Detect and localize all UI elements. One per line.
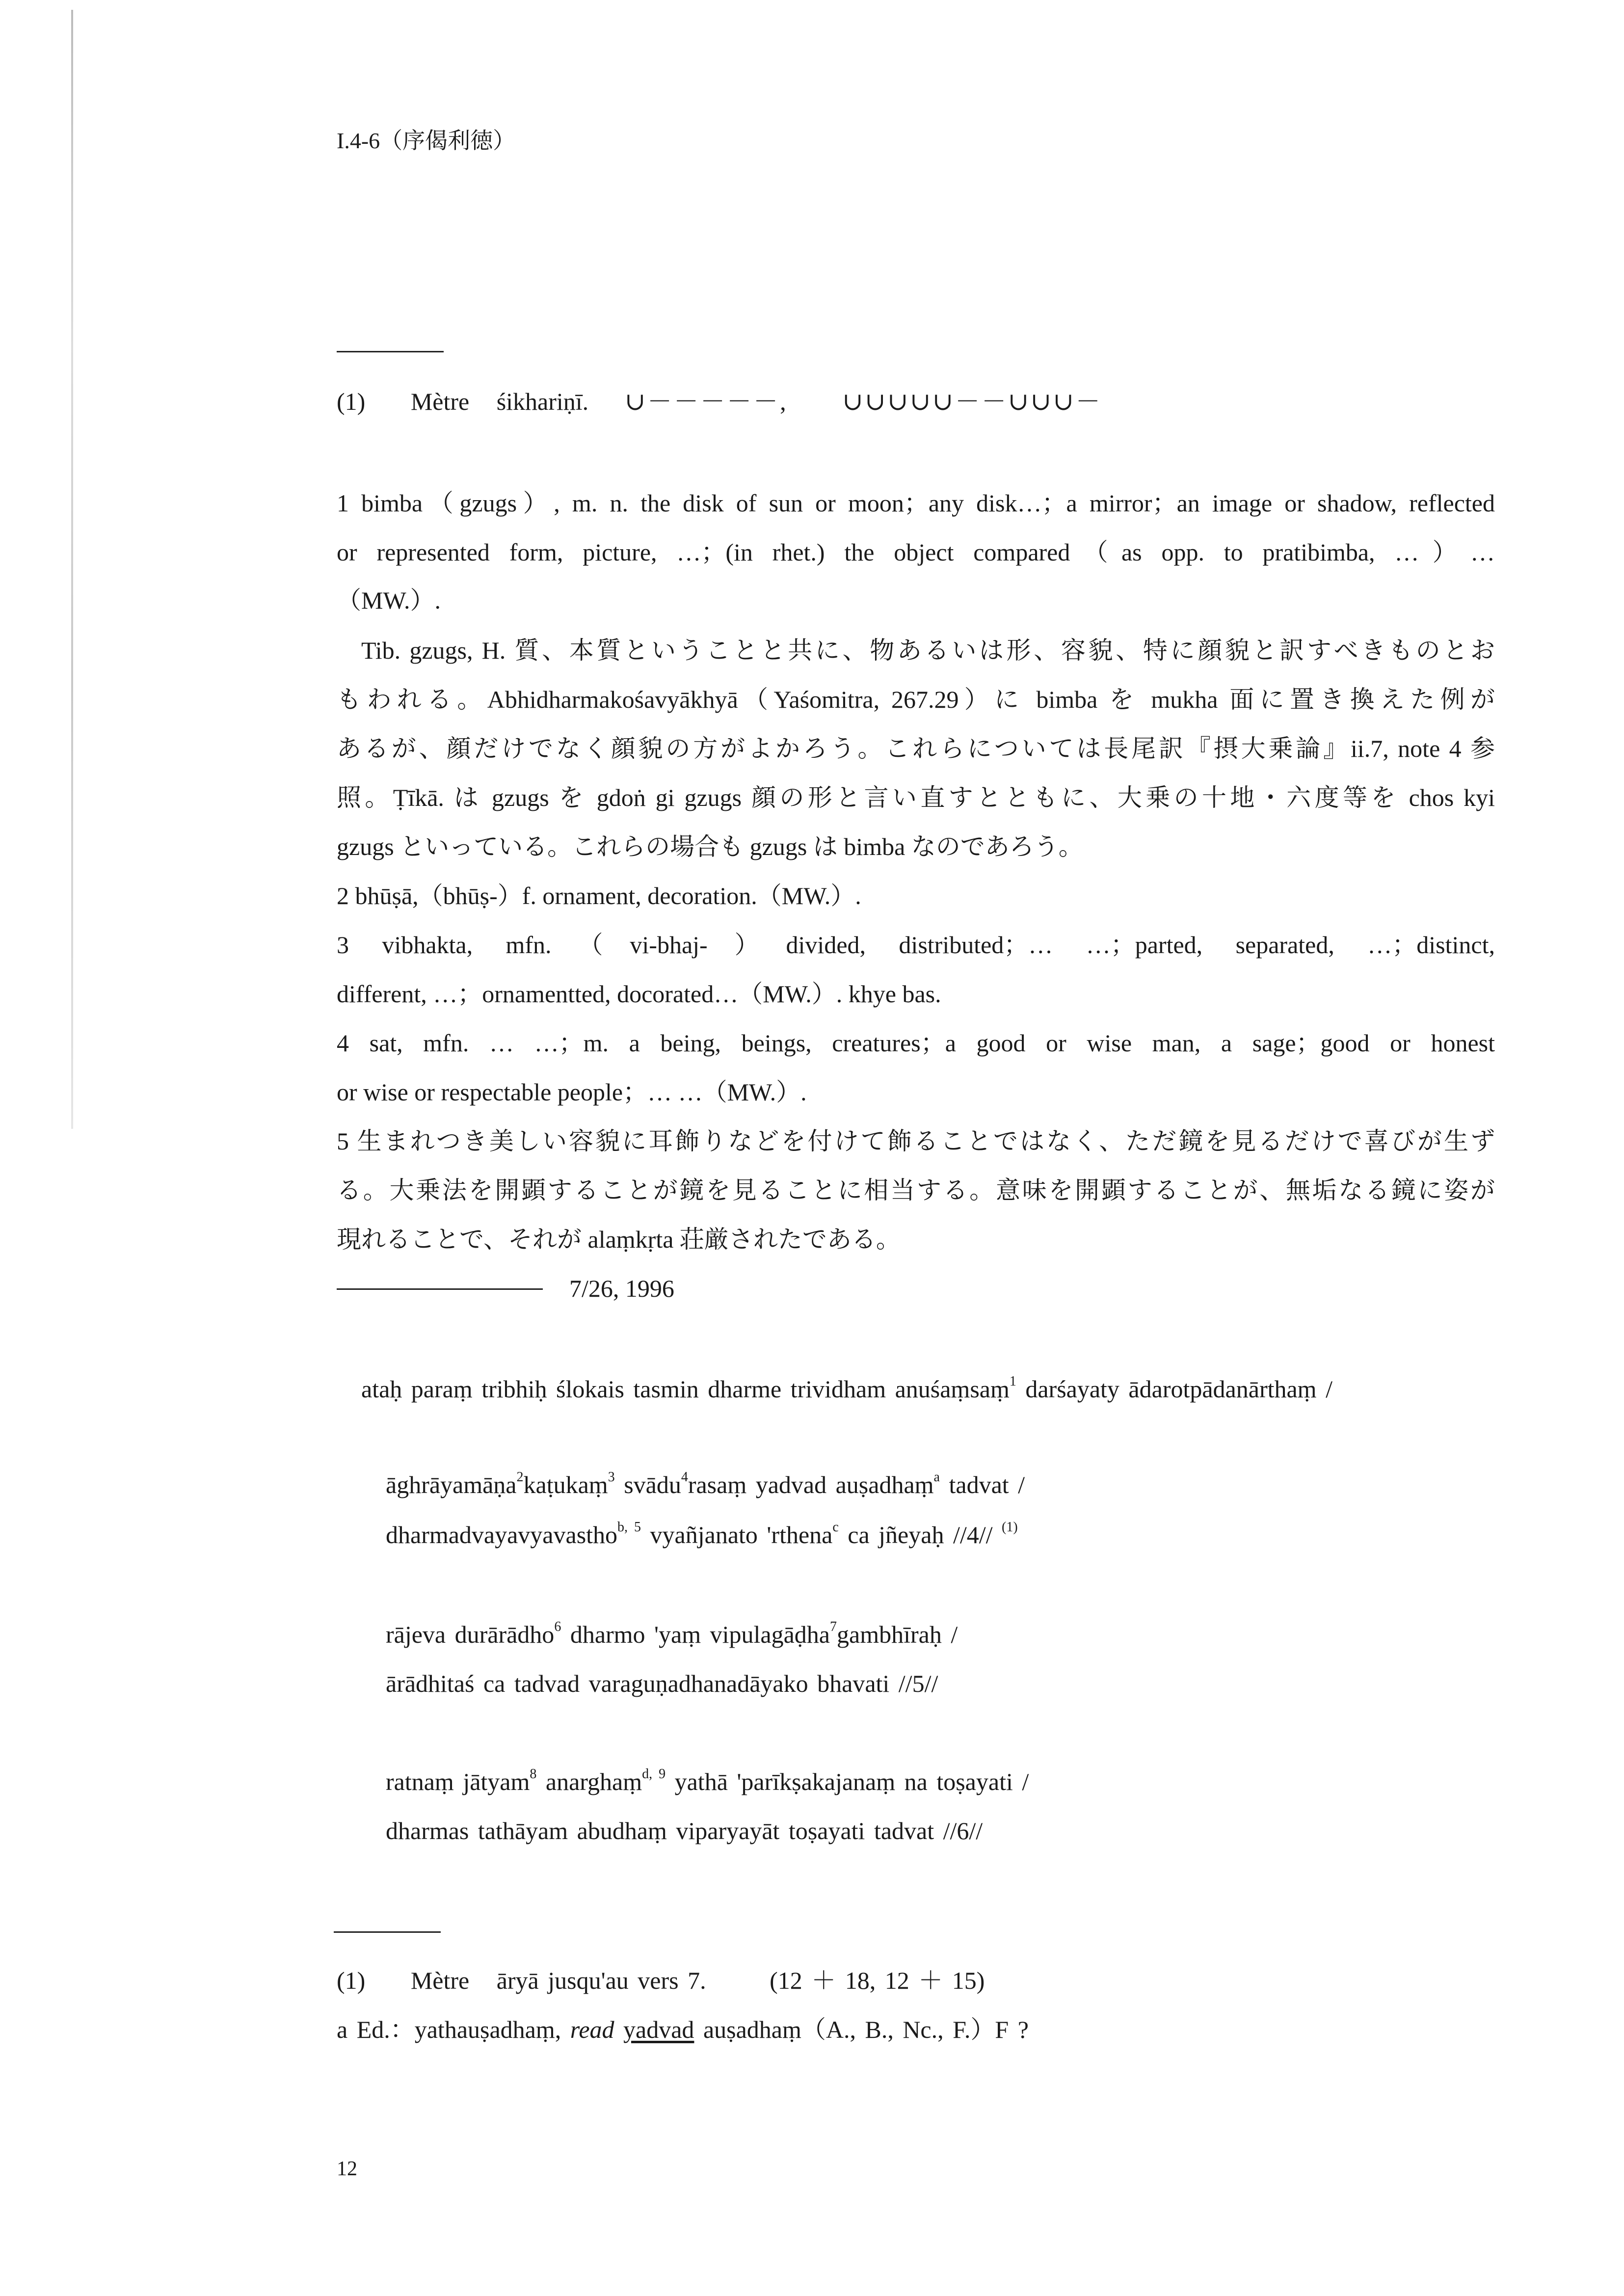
footnote-rule-bottom — [334, 1931, 441, 1933]
note-a-prefix: a Ed.：yathauṣadhaṃ, — [337, 2016, 570, 2043]
date-stamp: 7/26, 1996 — [569, 1275, 674, 1302]
verse-4b-ref-1: b, 5 — [617, 1520, 641, 1535]
footnote-2-line — [337, 1968, 985, 1993]
verse-4b-text-3: ca jñeyaḥ //4// — [838, 1521, 1002, 1548]
metre-pattern-b: ∪∪∪∪∪－－∪∪∪－ — [842, 388, 1102, 415]
verse-6-line-b: dharmas tathāyam abudhaṃ viparyayāt toṣayati tadvat //6// — [386, 1817, 983, 1844]
note-3-line-2: different, …；ornamentted, docorated…（MW.）. khye bas. — [337, 980, 941, 1008]
page-header: I.4-6（序偈利徳） — [337, 128, 516, 153]
note-a-space — [614, 2016, 624, 2043]
note-a-underlined: yadvad — [623, 2016, 694, 2043]
intro-sentence — [361, 1374, 1332, 1403]
page-number: 12 — [337, 2158, 357, 2180]
note-1-line-3: （MW.）. — [337, 587, 441, 614]
note-a-read: read — [570, 2016, 614, 2043]
note-5-line-2: る。大乗法を開顕することが鏡を見ることに相当する。意味を開顕することが、無垢なる鏡に姿が — [337, 1176, 1495, 1204]
verse-4b-ref-2: c — [832, 1520, 839, 1535]
verse-4a-ref-1: 2 — [516, 1469, 524, 1485]
date-rule — [337, 1288, 543, 1290]
verse-4a-ref-2: 3 — [608, 1469, 615, 1485]
note-1-tib-line-4: 照。Ṭīkā. は gzugs を gdoṅ gi gzugs 顔の形と言い直すとともに、大乗の十地・六度等を chos kyi — [337, 784, 1495, 811]
verse-4a-ref-3: 4 — [681, 1469, 688, 1485]
verse-4a-text-5: tadvat / — [939, 1471, 1025, 1498]
verse-6a-text-2: anarghaṃ — [536, 1768, 642, 1795]
verse-6-line-a — [386, 1766, 1029, 1795]
metre-name: śikhariṇī. — [496, 388, 589, 415]
verse-5-line-a — [386, 1619, 958, 1648]
verse-4-line-b — [386, 1522, 1018, 1547]
metre-pattern-a: ∪－－－－－, — [625, 388, 788, 415]
intro-text-b: darśayaty ādarotpādanārthaṃ / — [1016, 1375, 1332, 1403]
note-a-line — [337, 2017, 1029, 2042]
note-1-tib-line-3: あるが、顔だけでなく顔貌の方がよかろう。これらについては長尾訳『摂大乗論』ii.7, note 4 参 — [337, 735, 1495, 762]
verse-5a-ref-2: 7 — [830, 1619, 837, 1634]
verse-4b-text-1: dharmadvayavyavastho — [386, 1521, 618, 1548]
footnote-2-number: (1) — [337, 1967, 366, 1994]
footnote-metre-line — [337, 389, 1102, 414]
note-4-line-1: 4 sat, mfn. … …；m. a being, beings, creatures；a good or wise man, a sage；good or honest — [337, 1029, 1495, 1057]
verse-4a-ref-4: a — [933, 1469, 940, 1485]
verse-6a-text-3: yathā 'parīkṣakajanaṃ na toṣayati / — [666, 1768, 1029, 1795]
footnote-rule-top — [337, 351, 444, 352]
footnote-number: (1) — [337, 388, 366, 415]
note-2-line-1: 2 bhūṣā,（bhūṣ-）f. ornament, decoration.（MW.）. — [337, 882, 861, 909]
footnote-2-metre: Mètre — [410, 1967, 470, 1994]
verse-6a-ref-1: 8 — [530, 1766, 537, 1782]
note-1-line-2: or represented form, picture, …；(in rhet.) the object compared（as opp. to pratibimba, …）… — [337, 538, 1495, 566]
note-1-tib-line-1: Tib. gzugs, H. 質、本質ということと共に、物あるいは形、容貌、特に顔貌と訳すべきものとお — [361, 637, 1495, 664]
verse-5a-text-2: dharmo 'yaṃ vipulagāḍha — [561, 1621, 830, 1648]
note-1-line-1: 1 bimba（gzugs）, m. n. the disk of sun or moon；any disk…；a mirror；an image or shadow, reflected — [337, 489, 1495, 517]
footnote-2-desc: āryā jusqu'au vers 7. — [496, 1967, 706, 1994]
note-1-tib-line-2: もわれる。Abhidharmakośavyākhyā（Yaśomitra, 267.29）に bimba を mukha 面に置き換えた例が — [337, 686, 1495, 713]
metre-label: Mètre — [410, 388, 470, 415]
verse-4b-ref-3: (1) — [1002, 1520, 1018, 1535]
verse-5a-ref-1: 6 — [554, 1619, 561, 1634]
verse-4a-text-3: svādu — [614, 1471, 681, 1498]
note-1-tib-line-5: gzugs といっている。これらの場合も gzugs は bimba なのであろう。 — [337, 833, 1083, 860]
verse-5a-text-3: gambhīraḥ / — [837, 1621, 958, 1648]
scan-edge-shadow — [71, 10, 73, 1129]
verse-4a-text-1: āghrāyamāṇa — [386, 1471, 517, 1498]
verse-4a-text-2: kaṭukaṃ — [523, 1471, 608, 1498]
verse-5-line-b: ārādhitaś ca tadvad varaguṇadhanadāyako bhavati //5// — [386, 1670, 938, 1697]
verse-4-line-a — [386, 1469, 1025, 1498]
note-5-line-3: 現れることで、それが alaṃkṛta 荘厳されたである。 — [337, 1226, 901, 1253]
intro-text-a: ataḥ paraṃ tribhiḥ ślokais tasmin dharme trividham anuśaṃsaṃ — [361, 1375, 1010, 1403]
note-5-line-1: 5 生まれつき美しい容貌に耳飾りなどを付けて飾ることではなく、ただ鏡を見るだけで喜びが生ず — [337, 1127, 1495, 1155]
verse-6a-ref-2: d, 9 — [642, 1766, 666, 1782]
verse-6a-text-1: ratnaṃ jātyam — [386, 1768, 530, 1795]
verse-4a-text-4: rasaṃ yadvad auṣadhaṃ — [688, 1471, 934, 1498]
note-4-line-2: or wise or respectable people；… …（MW.）. — [337, 1078, 807, 1106]
verse-5a-text-1: rājeva durārādho — [386, 1621, 555, 1648]
note-3-line-1: 3 vibhakta, mfn.（vi-bhaj-）divided, distributed；… …；parted, separated, …；distinct, — [337, 931, 1495, 959]
verse-4b-text-2: vyañjanato 'rthena — [641, 1521, 833, 1548]
intro-footnote-ref: 1 — [1009, 1374, 1016, 1389]
footnote-2-counts: (12 ＋ 18, 12 ＋ 15) — [770, 1967, 985, 1994]
note-a-rest: auṣadhaṃ（A., B., Nc., F.）F ? — [694, 2016, 1029, 2043]
